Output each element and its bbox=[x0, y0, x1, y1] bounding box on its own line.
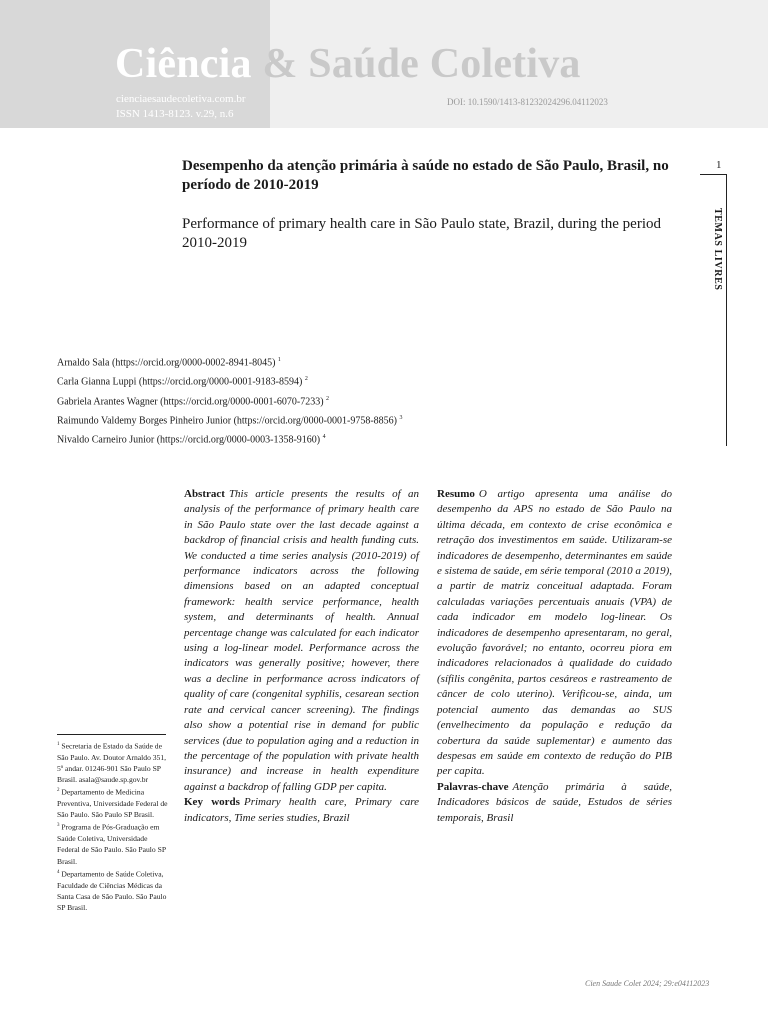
journal-title bbox=[115, 40, 581, 88]
author-entry bbox=[57, 352, 677, 371]
author-affiliation-ref: 4 bbox=[322, 434, 326, 441]
footnote-rule bbox=[57, 734, 166, 735]
author-entry bbox=[57, 410, 677, 429]
author-affiliation-ref: 2 bbox=[304, 376, 308, 383]
footnote-text: Programa de Pós-Graduação em Saúde Coletiva, Universidade Federal de São Paulo. São Paulo SP Brasil. bbox=[57, 823, 166, 866]
article-title-portuguese: Desempenho da atenção primária à saúde no estado de São Paulo, Brasil, no período de 2010-2019 bbox=[182, 158, 669, 193]
keywords-english bbox=[184, 795, 419, 826]
author-entry bbox=[57, 429, 677, 448]
author-name-orcid[interactable]: Raimundo Valdemy Borges Pinheiro Junior (https://orcid.org/0000-0001-9758-8856) bbox=[57, 415, 397, 427]
journal-title-part2: & Saúde Coletiva bbox=[262, 41, 581, 87]
journal-website[interactable]: cienciaesaudecoletiva.com.br bbox=[116, 93, 246, 105]
journal-citation: Cien Saude Colet 2024; 29:e04112023 bbox=[585, 979, 710, 988]
author-name-orcid[interactable]: Carla Gianna Luppi (https://orcid.org/0000-0001-9183-8594) bbox=[57, 376, 303, 388]
author-affiliation-ref: 3 bbox=[399, 414, 403, 421]
keywords-portuguese bbox=[437, 780, 672, 826]
footnote-item bbox=[57, 820, 169, 866]
keywords-text: Primary health care, Primary care indicators, Time series studies, Brazil bbox=[184, 796, 419, 824]
keywords-label: Key words bbox=[184, 796, 240, 809]
journal-issn: ISSN 1413-8123. v.29, n.6 bbox=[116, 108, 234, 120]
resumo-text: O artigo apresenta uma análise do desempenho da APS no estado de São Paulo na última década, em contexto de crise econômica e retração dos investimentos em saúde. Utilizaram-se indicadores de desempenho, determinantes em saúde e sistema de saúde, em série temporal (2010 a 2019), a partir de matriz conceitual adaptada. Foram calculadas variações percentuais anuais (VPA) de cada indicador em modelo log-linear. Os indicadores de desempenho apresentaram, no geral, evolução favorável; no entanto, ocorreu piora em indicadores relacionados à qualidade do cuidado (sífilis congênita, partos cesáreos e rastreamento de câncer de colo uterino). Verificou-se, ainda, um potencial aumento das demandas ao SUS (envelhecimento da população e redução da cobertura da saúde suplementar) e aumento das despesas em saúde em contexto de redução do PIB per capita. bbox=[437, 488, 672, 778]
palavras-chave-text: Atenção primária à saúde, Indicadores básicos de saúde, Estudos de séries temporais, Brasil bbox=[437, 780, 672, 824]
resumo-paragraph bbox=[437, 487, 672, 780]
author-entry bbox=[57, 371, 677, 390]
footnote-item bbox=[57, 785, 169, 820]
author-list bbox=[57, 352, 677, 449]
footnote-number: 4 bbox=[57, 869, 60, 875]
journal-title-part1: Ciência bbox=[115, 41, 252, 87]
footnote-text: Departamento de Medicina Preventiva, Universidade Federal de São Paulo. São Paulo SP Brasil. bbox=[57, 787, 168, 820]
author-name-orcid[interactable]: Nivaldo Carneiro Junior (https://orcid.org/0000-0003-1358-9160) bbox=[57, 434, 321, 446]
author-name-orcid[interactable]: Arnaldo Sala (https://orcid.org/0000-0002-8941-8045) bbox=[57, 357, 276, 369]
footnote-number: 1 bbox=[57, 742, 60, 747]
footnote-item bbox=[57, 867, 169, 913]
page-number: 1 bbox=[716, 159, 722, 171]
abstract-paragraph bbox=[184, 487, 419, 795]
article-title-english: Performance of primary health care in São Paulo state, Brazil, during the period 2010-2019 bbox=[182, 216, 662, 251]
footnote-number: 3 bbox=[57, 823, 60, 829]
footnote-item bbox=[57, 739, 169, 785]
author-name-orcid[interactable]: Gabriela Arantes Wagner (https://orcid.org/0000-0001-6070-7233) bbox=[57, 395, 324, 407]
author-entry bbox=[57, 391, 677, 410]
footnote-text: Secretaria de Estado da Saúde de São Paulo. Av. Doutor Arnaldo 351, 5º andar. 01246-901 São Paulo SP Brasil. asala@saude.sp.gov.br bbox=[57, 741, 167, 785]
abstract-label: Abstract bbox=[184, 488, 225, 500]
affiliation-footnotes bbox=[57, 739, 169, 913]
abstract-english bbox=[184, 487, 419, 826]
side-rule-vertical bbox=[726, 174, 727, 446]
abstract-portuguese bbox=[437, 487, 672, 826]
author-affiliation-ref: 1 bbox=[277, 357, 281, 363]
section-label: TEMAS LIVRES bbox=[712, 208, 723, 291]
side-rule-horizontal bbox=[700, 174, 727, 175]
doi-link[interactable]: DOI: 10.1590/1413-81232024296.04112023 bbox=[447, 97, 608, 107]
palavras-chave-label: Palavras-chave bbox=[437, 780, 509, 793]
footnote-text: Departamento de Saúde Coletiva, Faculdade de Ciências Médicas da Santa Casa de São Paulo. São Paulo SP Brasil. bbox=[57, 869, 167, 912]
abstract-text: This article presents the results of an analysis of the performance of primary health care in São Paulo state over the last decade against a backdrop of financial crisis and health funding cuts. We conducted a time series analysis (2010-2019) of performance indicators across the following dimensions based on an adapted conceptual framework: health service performance, health system, and determinants of health. Annual percentage change was calculated for each indicator using a log-linear model. Performance across the indicators was generally positive; however, there was a decline in performance across indicators of quality of care (congenital syphilis, cesarean section rate and cervical cancer screening). The findings also show a potential rise in demand for public services (due to population aging and a reduction in the percentage of the population with private health insurance) and increase in health expenditure against a backdrop of falling GDP per capita. bbox=[184, 488, 419, 793]
footnote-number: 2 bbox=[57, 788, 60, 794]
author-affiliation-ref: 2 bbox=[326, 395, 330, 402]
resumo-label: Resumo bbox=[437, 488, 475, 500]
